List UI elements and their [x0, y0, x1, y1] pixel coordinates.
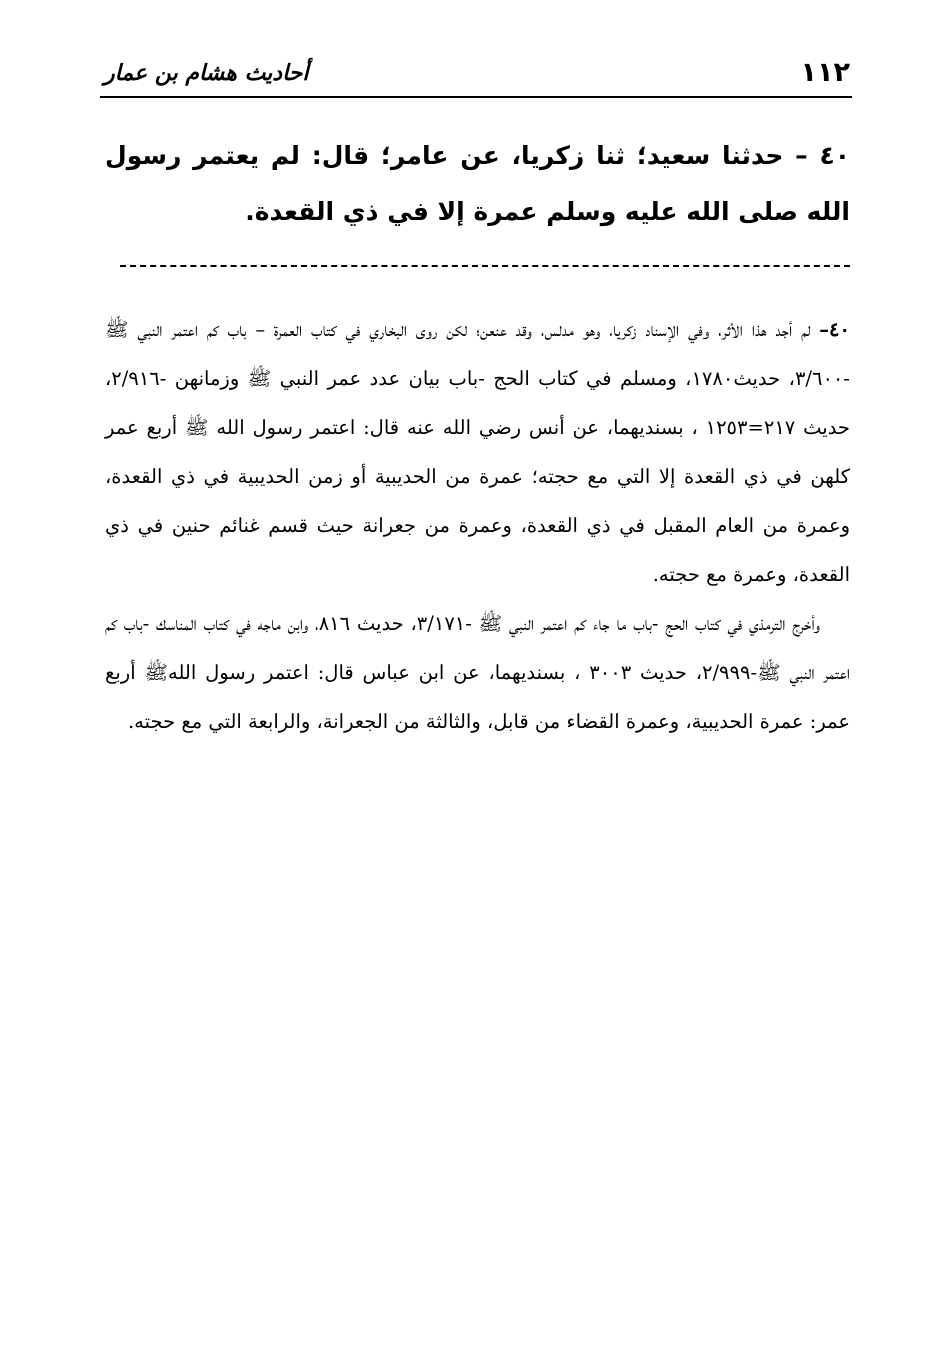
page-number: ١١٢ [800, 57, 850, 88]
running-title: أحاديث هشام بن عمار [104, 61, 309, 86]
footnote-paragraph-2: وأخرج الترمذي في كتاب الحج -باب ما جاء كم اعتمر النبي ﷺ -٣/١٧١، حديث ٨١٦، وابن ماجه في كتاب المناسك -باب كم اعتمر النبي ﷺ-٢/٩٩٩، حديث ٣٠٠٣ ، بسنديهما، عن ابن عباس قال: اعتمر رسول اللهﷺ أربع عمر: عمرة الحديبية، وعمرة القضاء من قابل، والثالثة من الجعرانة، والرابعة التي مع حجته. [105, 612, 851, 733]
page-header [100, 52, 852, 98]
footnotes [105, 305, 850, 746]
footnote-text-1: لم أجد هذا الأثر، وفي الإسناد زكريا، وهو مدلس، وقد عنعن؛ لكن روى البخاري في كتاب العمرة – باب كم اعتمر النبي ﷺ -٣/٦٠٠، حديث١٧٨٠، ومسلم في كتاب الحج -باب بيان عدد عمر النبي ﷺ وزمانهن -٢/٩١٦، حديث ٢١٧=١٢٥٣ ، بسنديهما، عن أنس رضي الله عنه قال: اعتمر رسول الله ﷺ أربع عمر كلهن في ذي القعدة إلا التي مع حجته؛ عمرة من الحديبية أو زمن الحديبية في ذي القعدة، وعمرة من العام المقبل في ذي القعدة، وعمرة من جعرانة حيث قسم غنائم حنين في ذي القعدة، وعمرة مع حجته. [105, 318, 850, 586]
footnote-separator [120, 265, 850, 267]
hadith-text: ٤٠ – حدثنا سعيد؛ ثنا زكريا، عن عامر؛ قال: لم يعتمر رسول الله صلى الله عليه وسلم عمرة إلا في ذي القعدة. [105, 141, 850, 226]
footnote-number: ٤٠– [819, 318, 850, 341]
footnote-paragraph-1 [105, 305, 850, 599]
